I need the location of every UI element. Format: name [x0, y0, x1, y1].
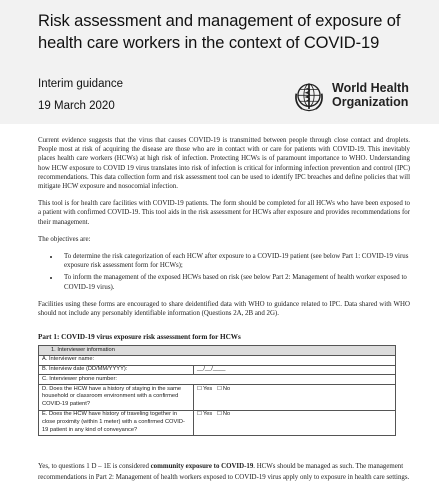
yes-label: Yes: [202, 411, 213, 418]
table-row: [39, 365, 396, 375]
who-logo: [292, 80, 432, 118]
yes-checkbox[interactable]: ☐: [197, 411, 202, 418]
table-row: [39, 375, 396, 385]
data-sharing-paragraph: Facilities using these forms are encouraged to share deidentified data with WHO to guidance related to IPC. Data shared with WHO should not include any personably identifiable information (Questions 2A, 2B and 2G).: [38, 300, 410, 318]
table-row: [39, 410, 396, 435]
footer-note: [38, 462, 410, 483]
no-checkbox[interactable]: ☐: [216, 411, 222, 418]
intro-paragraph: Current evidence suggests that the virus that causes COVID-19 is transmitted between people through close contact and droplets. People most at risk of acquiring the disease are those who are in contact with or care for patients with COVID-19. This inevitably places health care workers (HCWs) at high risk of infection. Protecting HCWs is of paramount importance to WHO. Understanding how HCW exposure to COVID 19 virus translates into risk of infection is critical for informing infection prevention and control (IPC) recommendations. This data collection form and risk assessment tool can be used to identify IPC breaches and define policies that will mitigate HCW exposure and nosocomial infection.: [38, 137, 410, 191]
footer-lead: Yes, to questions 1 D – 1E is considered: [38, 463, 151, 470]
tool-paragraph: This tool is for health care facilities with COVID-19 patients. The form should be completed for all HCWs who have been exposed to a patient with confirmed COVID-19. This tool aids in the risk assessment for HCWs after exposure and provides recommendations for their management.: [38, 200, 410, 226]
no-checkbox[interactable]: ☐: [216, 385, 222, 392]
yes-checkbox[interactable]: ☐: [197, 385, 202, 392]
question-e-options: [194, 410, 396, 435]
document-subtitle: Interim guidance: [38, 78, 124, 90]
objective-item: • To determine the risk categorization of each HCW after exposure to a COVID-19 patient (see below Part 1: COVID-19 virus exposure risk assessment form for HCWs);: [60, 252, 410, 270]
footer-emphasis: community exposure to COVID-19: [150, 463, 254, 470]
yes-label: Yes: [202, 385, 213, 392]
interviewer-name-field[interactable]: A. Interviewer name:: [39, 355, 396, 365]
interview-date-label: B. Interview date (DD/MM/YYYY):: [39, 365, 194, 375]
no-label: No: [222, 411, 231, 418]
interviewer-phone-field[interactable]: C. Interviewer phone number:: [39, 375, 396, 385]
who-emblem-icon: [292, 80, 326, 114]
no-label: No: [222, 385, 231, 392]
interviewer-form-table: [38, 345, 396, 436]
question-e-label: E. Does the HCW have history of traveling together in close proximity (within 1 meter) with a confirmed COVID-19 patient in any kind of conveyance?: [39, 410, 194, 435]
part1-heading: Part 1: COVID-19 virus exposure risk assessment form for HCWs: [38, 333, 241, 341]
question-d-options: [194, 385, 396, 410]
table-row: [39, 355, 396, 365]
interview-date-field[interactable]: __/__/____: [194, 365, 396, 375]
document-date: 19 March 2020: [38, 100, 115, 112]
objective-item: • To inform the management of the exposed HCWs based on risk (see below Part 2: Management of health worker exposed to COVID-19 virus).: [60, 273, 410, 291]
document-title: Risk assessment and management of exposure of health care workers in the context of COVID-19: [38, 12, 401, 52]
table-row: [39, 385, 396, 410]
objectives-list: [38, 252, 410, 292]
objectives-intro: The objectives are:: [38, 235, 91, 243]
question-d-label: D. Does the HCW have a history of staying in the same household or classroom environment with a confirmed COVID-19 patient?: [39, 385, 194, 410]
section-header-cell: 1. Interviewer information: [39, 346, 396, 356]
table-header-row: [39, 346, 396, 356]
who-organization-name: World Health Organization: [332, 81, 409, 109]
header-band: [0, 0, 439, 124]
body-text: [38, 136, 410, 326]
footer-tail: . HCWs should be managed as such. The management recommendations in Part 2: Management of health workers exposed to COVID-19 virus apply only to exposure in health care settings.: [38, 463, 410, 481]
